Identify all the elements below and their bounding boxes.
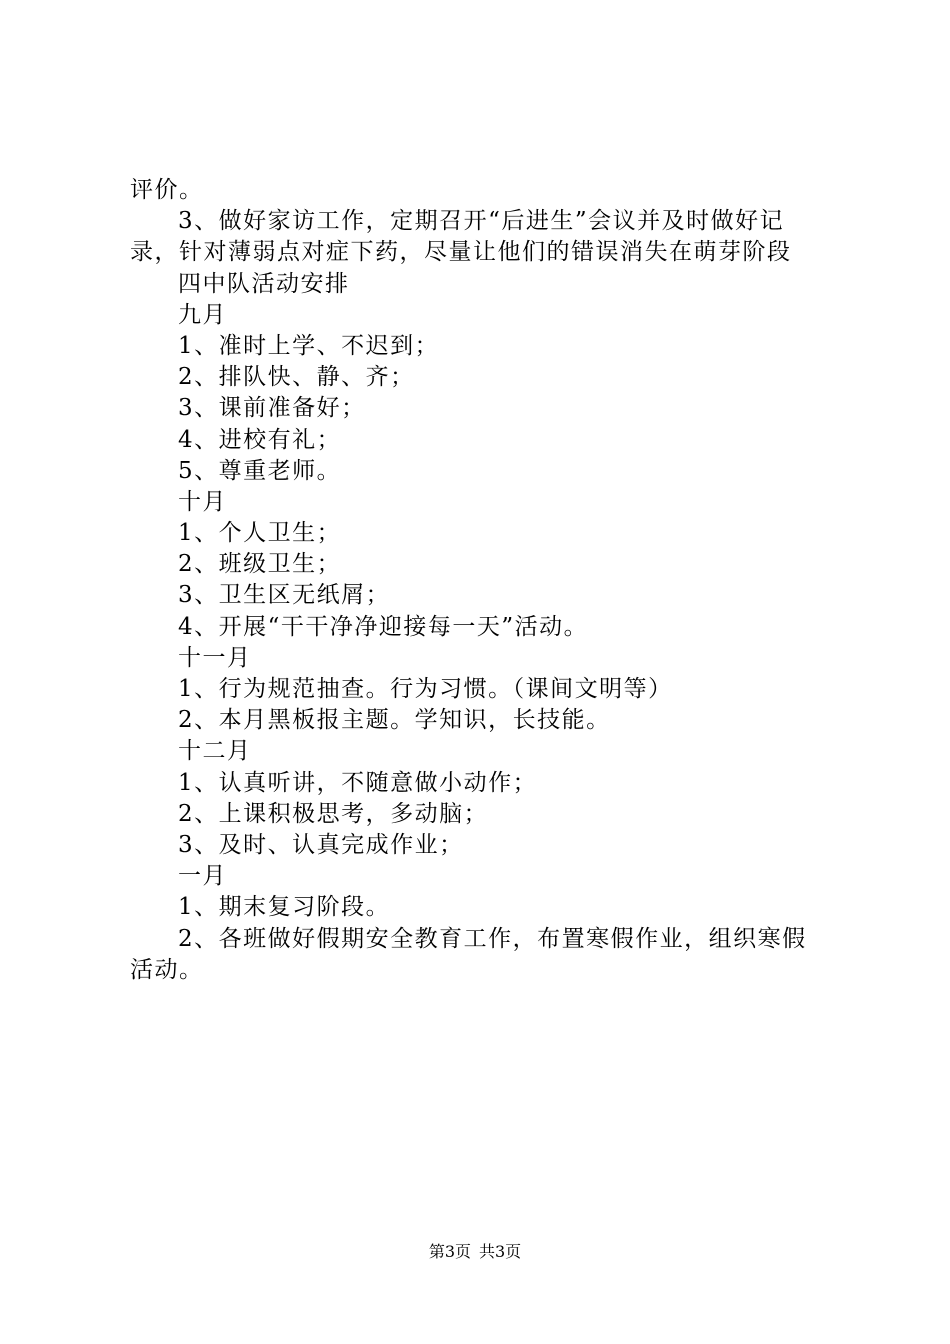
month-heading: 十二月 (178, 738, 252, 765)
list-item: 1、准时上学、不迟到； (178, 332, 440, 359)
list-item: 2、本月黑板报主题。学知识，长技能。 (178, 707, 611, 734)
text-line: 评价。 (130, 177, 204, 203)
list-item: 1、个人卫生； (178, 520, 342, 547)
list-item: 3、课前准备好； (178, 395, 366, 422)
section-heading: 四中队活动安排 (178, 270, 350, 297)
list-item: 4、进校有礼； (178, 426, 342, 453)
list-item: 2、各班做好假期安全教育工作，布置寒假作业，组织寒假 (178, 925, 807, 952)
text-line: 活动。 (130, 956, 204, 983)
month-heading: 十月 (178, 488, 227, 515)
list-item: 1、期末复习阶段。 (178, 894, 391, 921)
list-item: 2、排队快、静、齐； (178, 364, 415, 391)
text-line: 录，针对薄弱点对症下药，尽量让他们的错误消失在萌芽阶段 (130, 239, 792, 266)
list-item: 2、上课积极思考，多动脑； (178, 800, 489, 827)
list-item: 3、及时、认真完成作业； (178, 831, 464, 858)
page-total: 共3页 (479, 1242, 522, 1261)
month-heading: 九月 (178, 301, 227, 328)
list-item: 1、行为规范抽查。行为习惯。（课间文明等） (178, 676, 673, 702)
list-item: 2、班级卫生； (178, 551, 342, 578)
month-heading: 十一月 (178, 644, 252, 671)
list-item: 1、认真听讲，不随意做小动作； (178, 769, 538, 796)
month-heading: 一月 (178, 863, 227, 890)
list-item: 4、开展“干干净净迎接每一天”活动。 (178, 613, 589, 640)
page-footer (0, 1242, 950, 1262)
document-body (130, 175, 830, 986)
text-line: 3、做好家访工作，定期召开“后进生”会议并及时做好记 (178, 208, 785, 235)
page-number: 第3页 (428, 1242, 471, 1261)
list-item: 3、卫生区无纸屑； (178, 582, 391, 609)
list-item: 5、尊重老师。 (178, 457, 342, 484)
